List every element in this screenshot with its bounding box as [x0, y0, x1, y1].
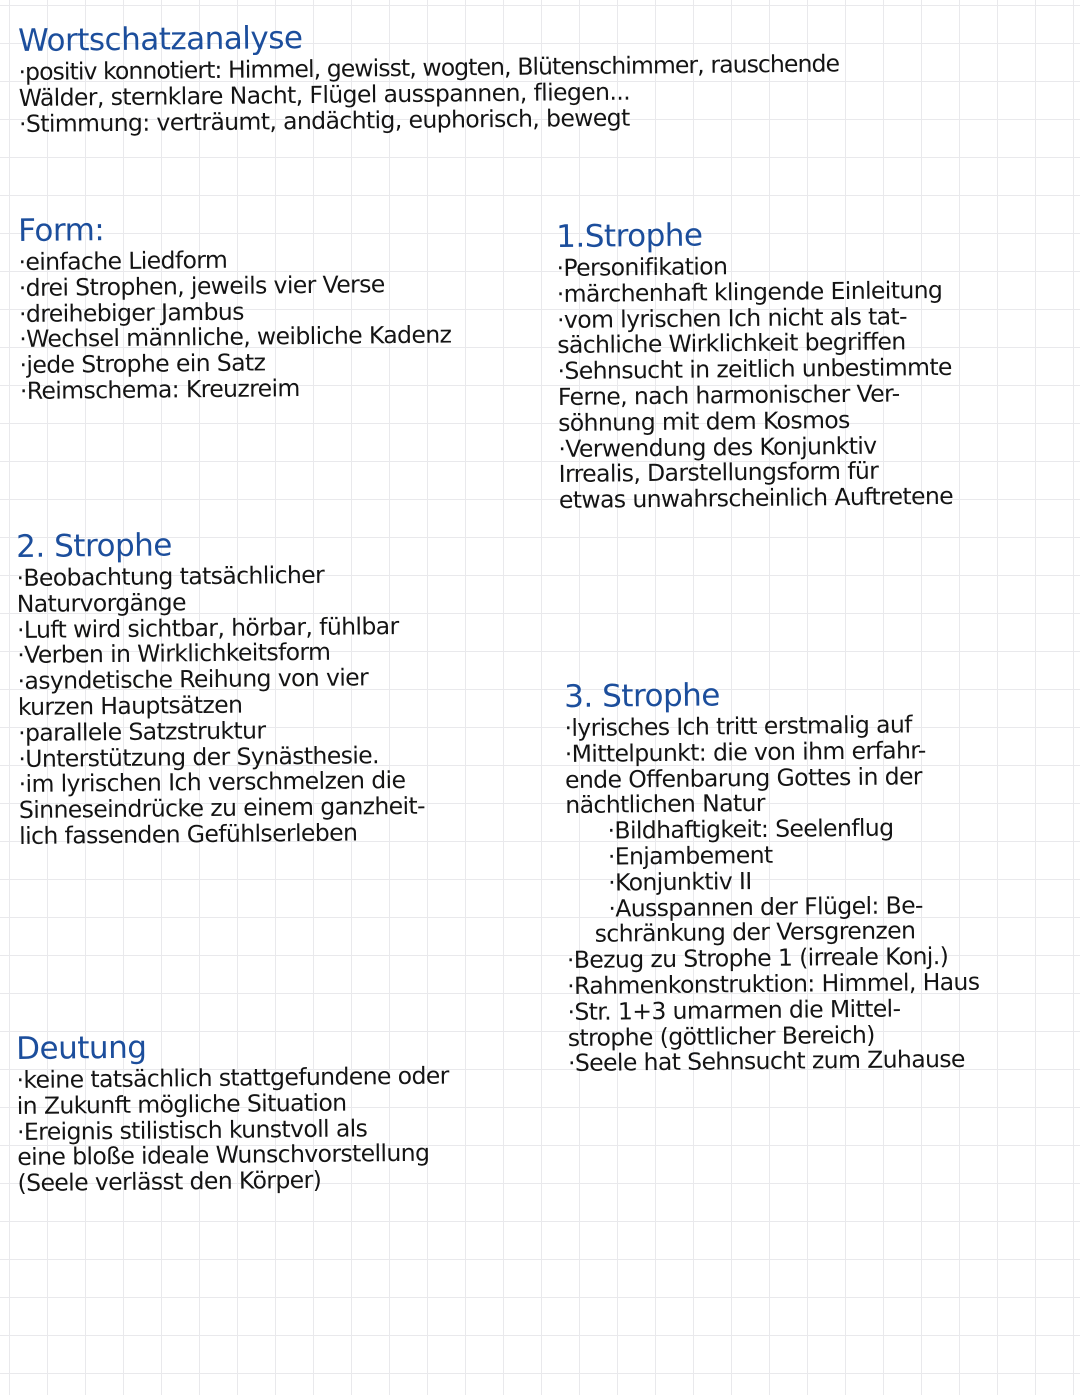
- note-line: ·parallele Satzstruktur: [17, 716, 266, 747]
- note-line: ·Unterstützung der Synästhesie.: [18, 740, 380, 773]
- heading-strophe-1: 1.Strophe: [556, 217, 703, 255]
- section-wortschatzanalyse: [18, 13, 840, 137]
- note-line: ·Ausspannen der Flügel: Be-: [608, 890, 923, 923]
- note-line: strophe (göttlicher Bereich): [567, 1020, 875, 1052]
- note-line: ·Bezug zu Strophe 1 (irreale Konj.): [566, 942, 949, 975]
- note-line: lich fassenden Gefühlserleben: [19, 818, 358, 850]
- section-strophe-1: [556, 214, 953, 514]
- note-line: kurzen Hauptsätzen: [17, 690, 243, 721]
- note-line: ·im lyrischen Ich verschmelzen die: [18, 766, 406, 799]
- note-line: ·Ereignis stilistisch kunstvoll als: [16, 1113, 368, 1146]
- note-line: söhnung mit dem Kosmos: [557, 405, 850, 437]
- heading-strophe-2: 2. Strophe: [16, 527, 173, 565]
- note-line: ·lyrisches Ich tritt erstmalig auf: [564, 710, 912, 742]
- note-line: in Zukunft mögliche Situation: [16, 1088, 347, 1120]
- note-line: ·positiv konnotiert: Himmel, gewisst, wogten, Blütenschimmer, rauschende: [18, 49, 840, 86]
- note-line: ·dreihebiger Jambus: [18, 297, 244, 328]
- note-line: ·keine tatsächlich stattgefundene oder: [16, 1061, 449, 1094]
- heading-strophe-3: 3. Strophe: [564, 677, 721, 715]
- note-line: nächtlichen Natur: [565, 789, 766, 820]
- note-line: ·Reimschema: Kreuzreim: [19, 374, 300, 405]
- note-line: ·vom lyrischen Ich nicht als tat-: [556, 301, 908, 334]
- note-line: ·Rahmenkonstruktion: Himmel, Haus: [567, 967, 980, 1000]
- note-line: etwas unwahrscheinlich Auftretene: [558, 482, 954, 515]
- section-strophe-3: [564, 674, 980, 1077]
- heading-form: Form:: [18, 212, 105, 249]
- note-line: (Seele verlässt den Körper): [17, 1166, 322, 1198]
- note-line: ·märchenhaft klingende Einleitung: [556, 275, 943, 308]
- note-line: ·Wechsel männliche, weibliche Kadenz: [19, 320, 452, 354]
- note-line: schränkung der Versgrenzen: [594, 916, 916, 949]
- note-line: Naturvorgänge: [16, 588, 187, 618]
- note-line: ·Luft wird sichtbar, hörbar, fühlbar: [16, 611, 399, 644]
- note-line: ·Mittelpunkt: die von ihm erfahr-: [564, 736, 926, 768]
- section-form: [18, 207, 452, 404]
- note-line: Sinneseindrücke zu einem ganzheit-: [18, 791, 426, 825]
- note-line: ·Konjunktiv II: [607, 866, 752, 897]
- note-line: ·Str. 1+3 umarmen die Mittel-: [567, 994, 901, 1026]
- section-strophe-2: [16, 524, 425, 850]
- note-line: ·Sehnsucht in zeitlich unbestimmte: [557, 353, 952, 386]
- note-line: ·Stimmung: verträumt, andächtig, euphorisch, bewegt: [18, 103, 630, 138]
- note-line: ·einfache Liedform: [18, 245, 228, 276]
- heading-deutung: Deutung: [16, 1029, 147, 1067]
- note-line: ·Verwendung des Konjunktiv: [558, 431, 877, 463]
- note-line: ·jede Strophe ein Satz: [19, 348, 266, 380]
- note-line: ·Verben in Wirklichkeitsform: [17, 638, 331, 670]
- note-line: ·Enjambement: [607, 840, 773, 871]
- note-line: Ferne, nach harmonischer Ver-: [557, 379, 900, 411]
- note-line: sächliche Wirklichkeit begriffen: [557, 327, 906, 360]
- note-line: ·Seele hat Sehnsucht zum Zuhause: [567, 1045, 965, 1078]
- heading-wortschatzanalyse: Wortschatzanalyse: [18, 20, 303, 59]
- note-line: eine bloße ideale Wunschvorstellung: [17, 1139, 430, 1172]
- note-line: Wälder, sternklare Nacht, Flügel ausspannen, fliegen...: [18, 77, 631, 112]
- note-line: ·Bildhaftigkeit: Seelenflug: [607, 813, 894, 845]
- section-deutung: [16, 1025, 450, 1197]
- note-line: ·drei Strophen, jeweils vier Verse: [18, 269, 385, 302]
- note-line: ende Offenbarung Gottes in der: [564, 761, 923, 794]
- note-line: ·Personifikation: [556, 252, 728, 282]
- note-line: ·asyndetische Reihung von vier: [17, 663, 369, 696]
- note-line: Irrealis, Darstellungsform für: [558, 457, 879, 489]
- note-line: ·Beobachtung tatsächlicher: [16, 560, 325, 592]
